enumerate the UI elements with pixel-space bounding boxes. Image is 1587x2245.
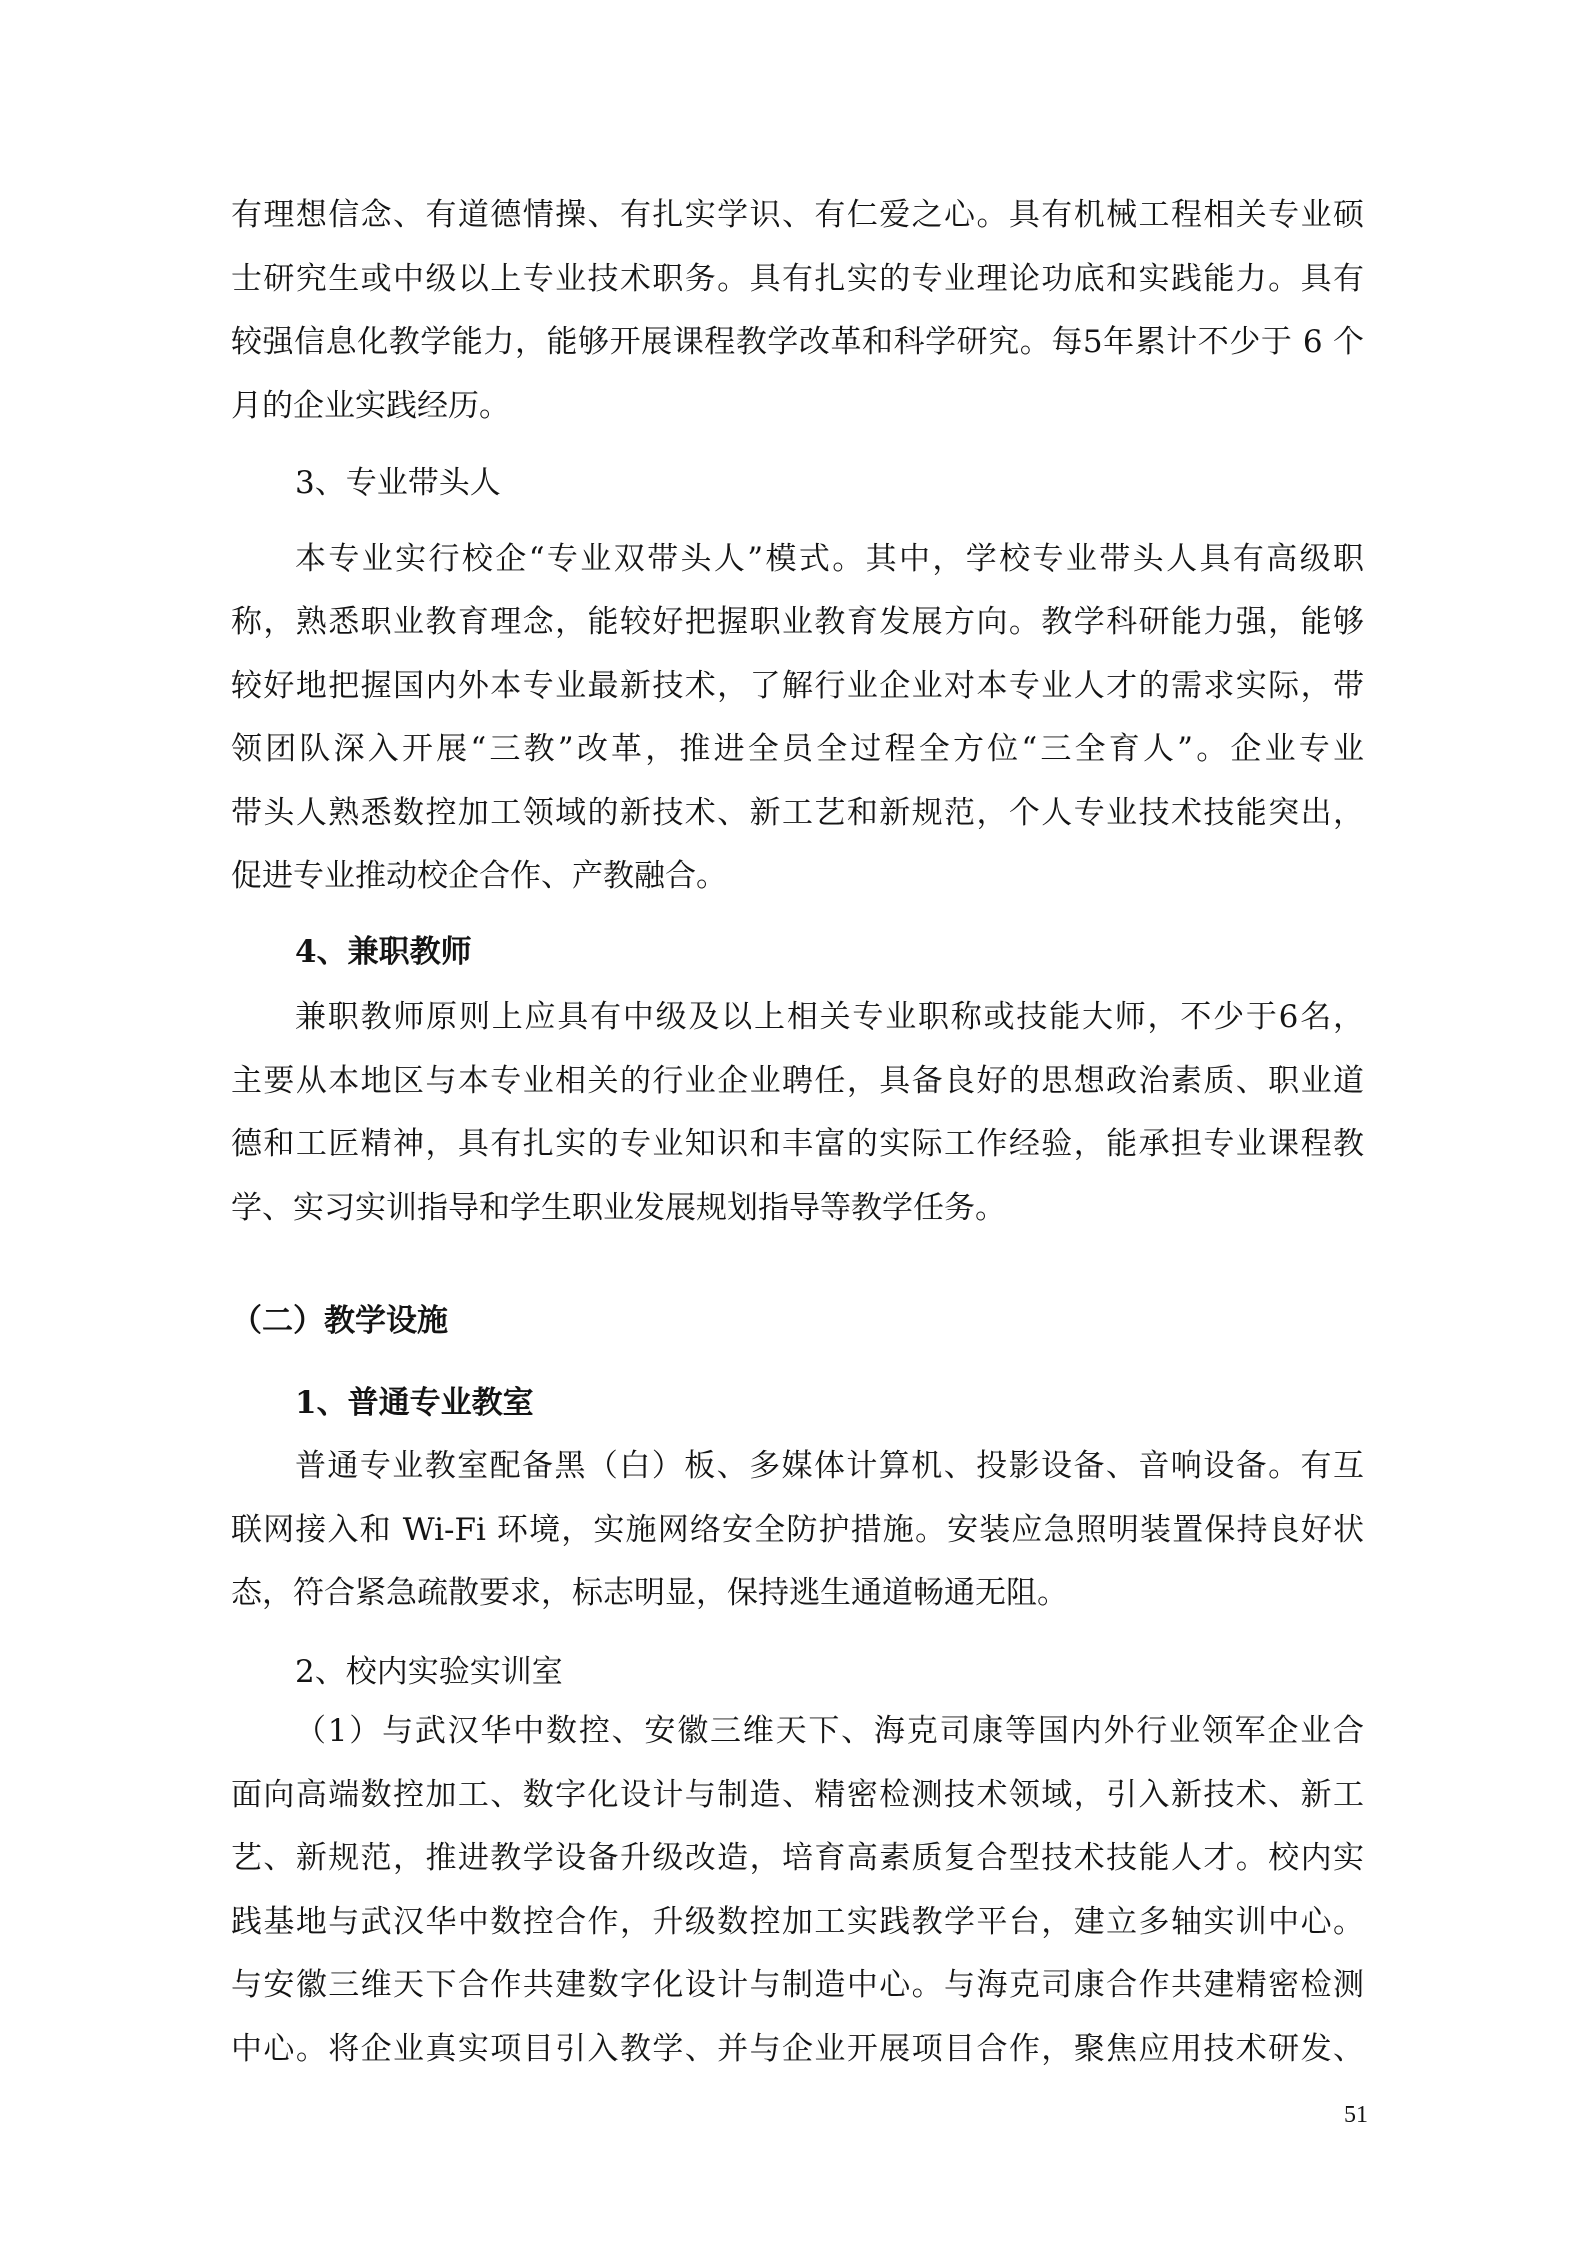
text-line: 态，符合紧急疏散要求，标志明显，保持逃生通道畅通无阻。 [231, 1575, 1068, 1611]
part-time-teachers-heading: 4、兼职教师 [295, 933, 472, 970]
subject-leader-paragraph [231, 528, 1364, 909]
text-line: 称，熟悉职业教育理念，能较好把握职业教育发展方向。教学科研能力强，能够 [231, 604, 1364, 640]
teaching-facilities-heading: （二）教学设施 [231, 1303, 448, 1339]
classroom-paragraph [231, 1435, 1364, 1626]
text-line: 领团队深入开展“三教”改革，推进全员全过程全方位“三全育人”。企业专业 [231, 731, 1364, 767]
text-line: 主要从本地区与本专业相关的行业企业聘任，具备良好的思想政治素质、职业道 [231, 1062, 1364, 1099]
training-labs-heading: 2、校内实验实训室 [295, 1653, 563, 1690]
page-body [231, 184, 1364, 2081]
text-line: 普通专业教室配备黑（白）板、多媒体计算机、投影设备、音响设备。有互 [295, 1448, 1364, 1484]
text-line: （1）与武汉华中数控、安徽三维天下、海克司康等国内外行业领军企业合 [295, 1713, 1364, 1749]
text-line: 较好地把握国内外本专业最新技术，了解行业企业对本专业人才的需求实际，带 [231, 667, 1364, 704]
text-line: 学、实习实训指导和学生职业发展规划指导等教学任务。 [231, 1189, 1006, 1226]
teacher-requirements-paragraph [231, 184, 1364, 438]
page-number: 51 [1344, 2102, 1368, 2128]
text-line: 面向高端数控加工、数字化设计与制造、精密检测技术领域，引入新技术、新工 [231, 1776, 1364, 1813]
text-line: 艺、新规范，推进教学设备升级改造，培育高素质复合型技术技能人才。校内实 [231, 1840, 1364, 1876]
text-line: 月的企业实践经历。 [231, 387, 510, 424]
text-line: 士研究生或中级以上专业技术职务。具有扎实的专业理论功底和实践能力。具有 [231, 260, 1364, 297]
part-time-teachers-paragraph [231, 986, 1364, 1240]
text-line: 兼职教师原则上应具有中级及以上相关专业职称或技能大师，不少于6名， [295, 999, 1364, 1035]
text-line: 德和工匠精神，具有扎实的专业知识和丰富的实际工作经验，能承担专业课程教 [231, 1126, 1364, 1162]
classroom-heading: 1、普通专业教室 [295, 1384, 534, 1421]
text-line: 较强信息化教学能力，能够开展课程教学改革和科学研究。每5年累计不少于 6 个 [231, 324, 1364, 360]
text-line: 联网接入和 Wi-Fi 环境，实施网络安全防护措施。安装应急照明装置保持良好状 [231, 1511, 1364, 1548]
text-line: 中心。将企业真实项目引入教学、并与企业开展项目合作，聚焦应用技术研发、 [231, 2030, 1364, 2067]
text-line: 与安徽三维天下合作共建数字化设计与制造中心。与海克司康合作共建精密检测 [231, 1967, 1364, 2003]
text-line: 践基地与武汉华中数控合作，升级数控加工实践教学平台，建立多轴实训中心。 [231, 1903, 1364, 1940]
text-line: 促进专业推动校企合作、产教融合。 [231, 858, 727, 894]
subject-leader-heading: 3、专业带头人 [295, 465, 501, 501]
text-line: 带头人熟悉数控加工领域的新技术、新工艺和新规范，个人专业技术技能突出， [231, 794, 1364, 831]
training-labs-paragraph [231, 1700, 1364, 2081]
text-line: 本专业实行校企“专业双带头人”模式。其中，学校专业带头人具有高级职 [295, 540, 1364, 577]
text-line: 有理想信念、有道德情操、有扎实学识、有仁爱之心。具有机械工程相关专业硕 [231, 197, 1364, 233]
